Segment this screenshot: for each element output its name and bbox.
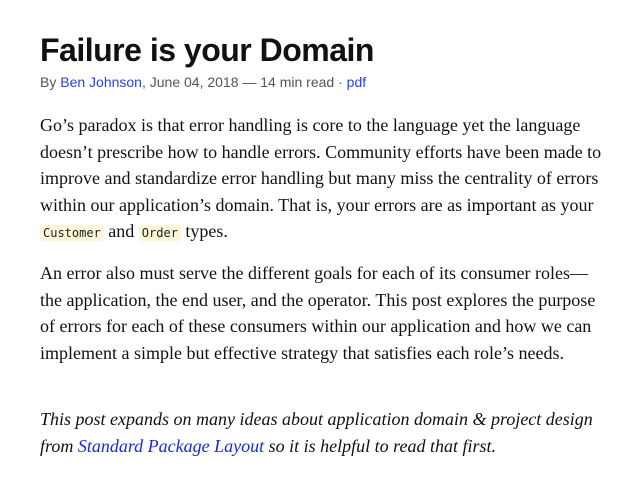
consumer-roles-paragraph: An error also must serve the different goals for each of its consumer roles—the application, the end user, and the operator. This post explores the purpose of errors for each of these consumers within our application and how we can implement a simple but effective strategy that satisfies each role’s needs. (40, 263, 596, 363)
byline-date-readtime: , June 04, 2018 — 14 min read · (141, 74, 347, 90)
intro-text-c: types. (180, 221, 228, 241)
standard-package-layout-link[interactable]: Standard Package Layout (77, 435, 265, 456)
byline (40, 72, 366, 92)
intro-text-a: Go’s paradox is that error handling is core to the language yet the language doesn’t prescribe how to handle errors. Community efforts have been made to improve and standardize error handling but many miss the centrality of errors within our application’s domain. That is, your errors are as important as your (40, 115, 602, 215)
note-paragraph (40, 406, 605, 459)
code-order: Order (139, 225, 181, 241)
byline-prefix: By (40, 74, 61, 90)
intro-text-b: and (103, 221, 139, 241)
article-title: Failure is your Domain (40, 32, 374, 68)
pdf-link[interactable]: pdf (346, 74, 367, 90)
intro-paragraph (40, 112, 605, 247)
note-text-a: This post expands on many ideas about application domain & project design from (40, 409, 593, 456)
note-text-b: so it is helpful to read that first. (264, 435, 497, 456)
code-customer: Customer (40, 225, 104, 241)
author-link[interactable]: Ben Johnson (60, 74, 142, 90)
